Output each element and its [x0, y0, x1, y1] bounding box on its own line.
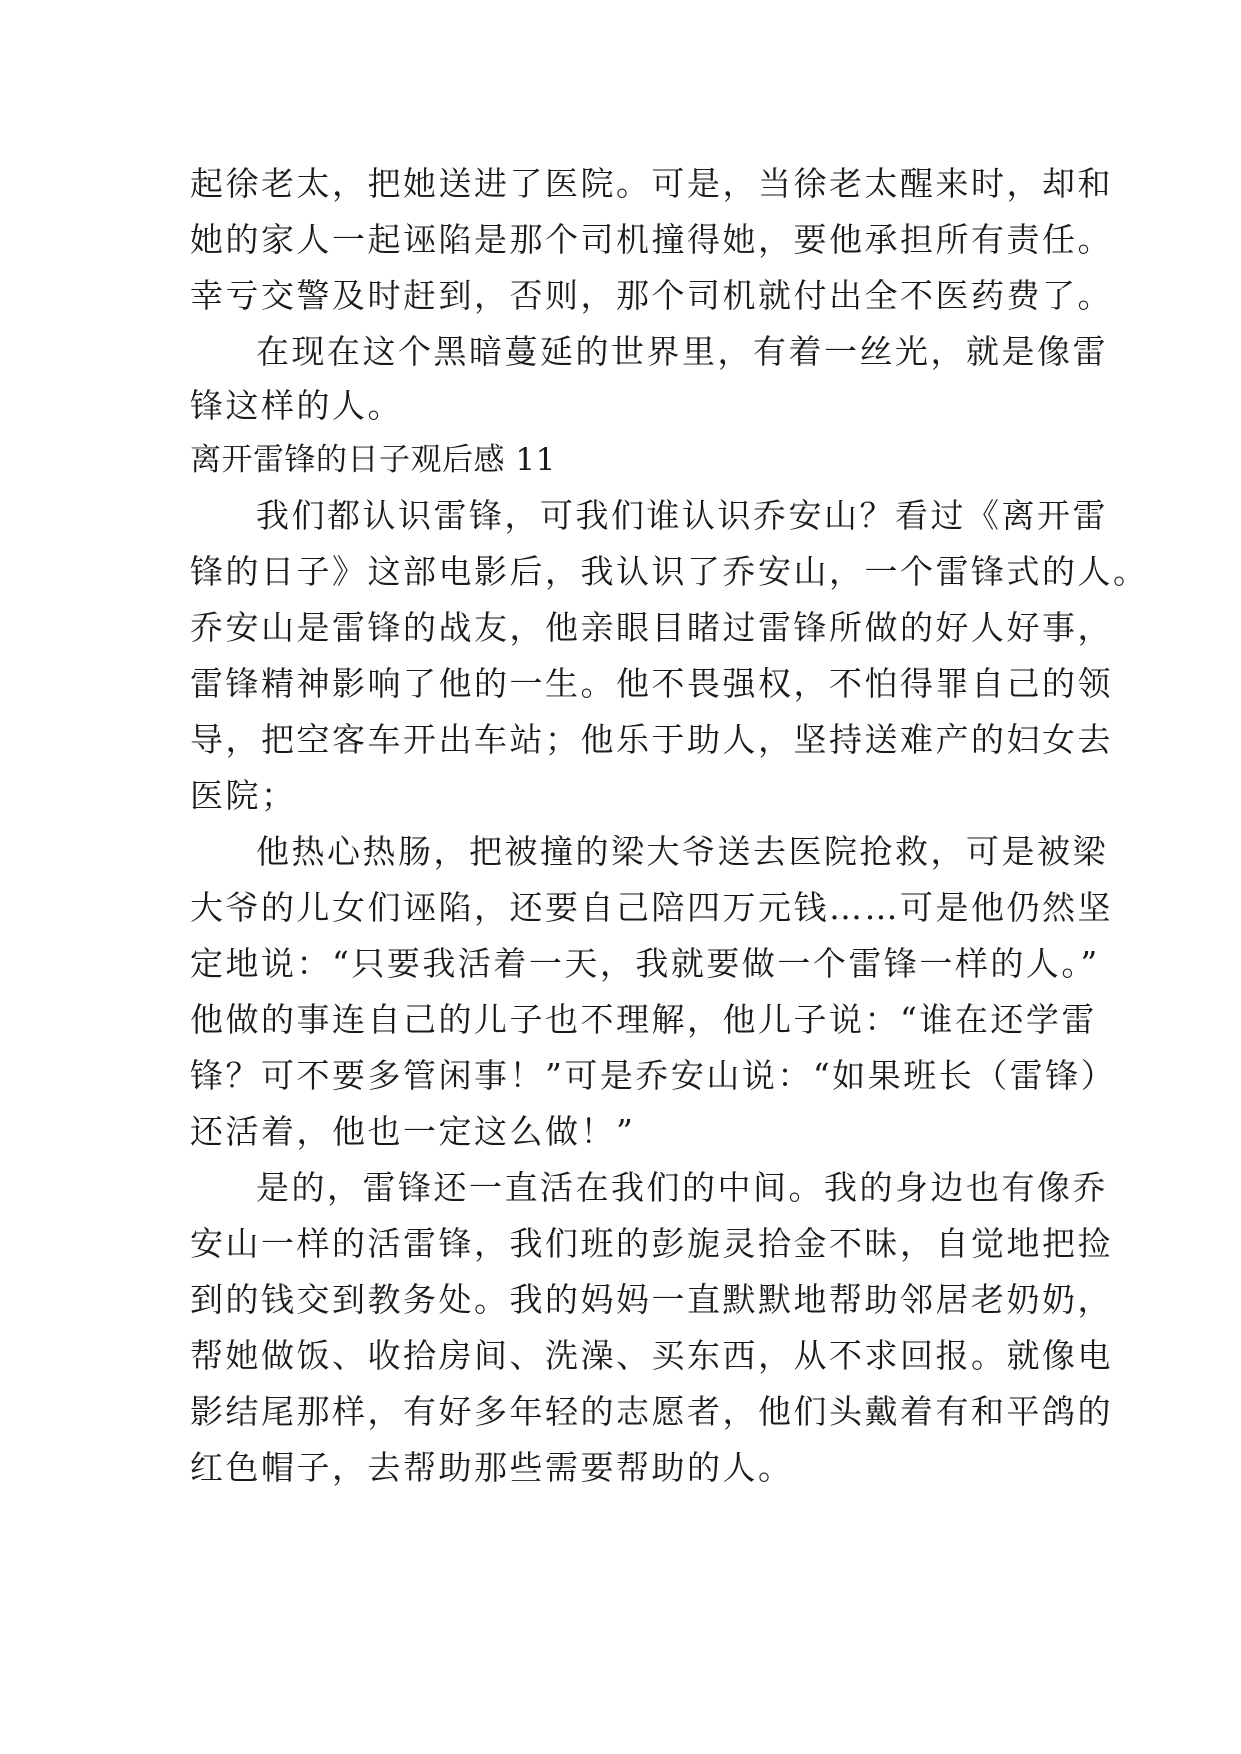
text-line: 他热心热肠，把被撞的梁大爷送去医院抢救，可是被梁 — [256, 832, 1108, 871]
text-line: 还活着，他也一定这么做！” — [190, 1112, 636, 1151]
text-line: 红色帽子，去帮助那些需要帮助的人。 — [190, 1448, 794, 1487]
text-line: 医院； — [190, 776, 297, 815]
text-line: 到的钱交到教务处。我的妈妈一直默默地帮助邻居老奶奶， — [190, 1280, 1113, 1319]
text-line: 乔安山是雷锋的战友，他亲眼目睹过雷锋所做的好人好事， — [190, 608, 1113, 647]
text-line: 她的家人一起诬陷是那个司机撞得她，要他承担所有责任。 — [190, 220, 1113, 259]
text-line: 锋这样的人。 — [190, 386, 403, 425]
text-line: 锋的日子》这部电影后，我认识了乔安山，一个雷锋式的人。 — [190, 552, 1149, 591]
text-line: 影结尾那样，有好多年轻的志愿者，他们头戴着有和平鸽的 — [190, 1392, 1113, 1431]
text-line: 是的，雷锋还一直活在我们的中间。我的身边也有像乔 — [256, 1168, 1108, 1207]
text-line: 我们都认识雷锋，可我们谁认识乔安山？看过《离开雷 — [256, 496, 1108, 535]
section-title: 离开雷锋的日子观后感 11 — [190, 442, 556, 478]
text-line: 起徐老太，把她送进了医院。可是，当徐老太醒来时，却和 — [190, 164, 1113, 203]
text-line: 幸亏交警及时赶到，否则，那个司机就付出全不医药费了。 — [190, 276, 1113, 315]
text-line: 雷锋精神影响了他的一生。他不畏强权，不怕得罪自己的领 — [190, 664, 1113, 703]
text-line: 大爷的儿女们诬陷，还要自己陪四万元钱……可是他仍然坚 — [190, 888, 1113, 927]
text-line: 锋？可不要多管闲事！”可是乔安山说：“如果班长（雷锋） — [190, 1056, 1117, 1095]
text-line: 定地说：“只要我活着一天，我就要做一个雷锋一样的人。” — [190, 944, 1100, 983]
text-line: 导，把空客车开出车站；他乐于助人，坚持送难产的妇女去 — [190, 720, 1113, 759]
text-line: 安山一样的活雷锋，我们班的彭旎灵拾金不昧，自觉地把捡 — [190, 1224, 1113, 1263]
text-line: 帮她做饭、收拾房间、洗澡、买东西，从不求回报。就像电 — [190, 1336, 1113, 1375]
text-line: 他做的事连自己的儿子也不理解，他儿子说：“谁在还学雷 — [190, 1000, 1097, 1039]
text-line: 在现在这个黑暗蔓延的世界里，有着一丝光，就是像雷 — [256, 332, 1108, 371]
